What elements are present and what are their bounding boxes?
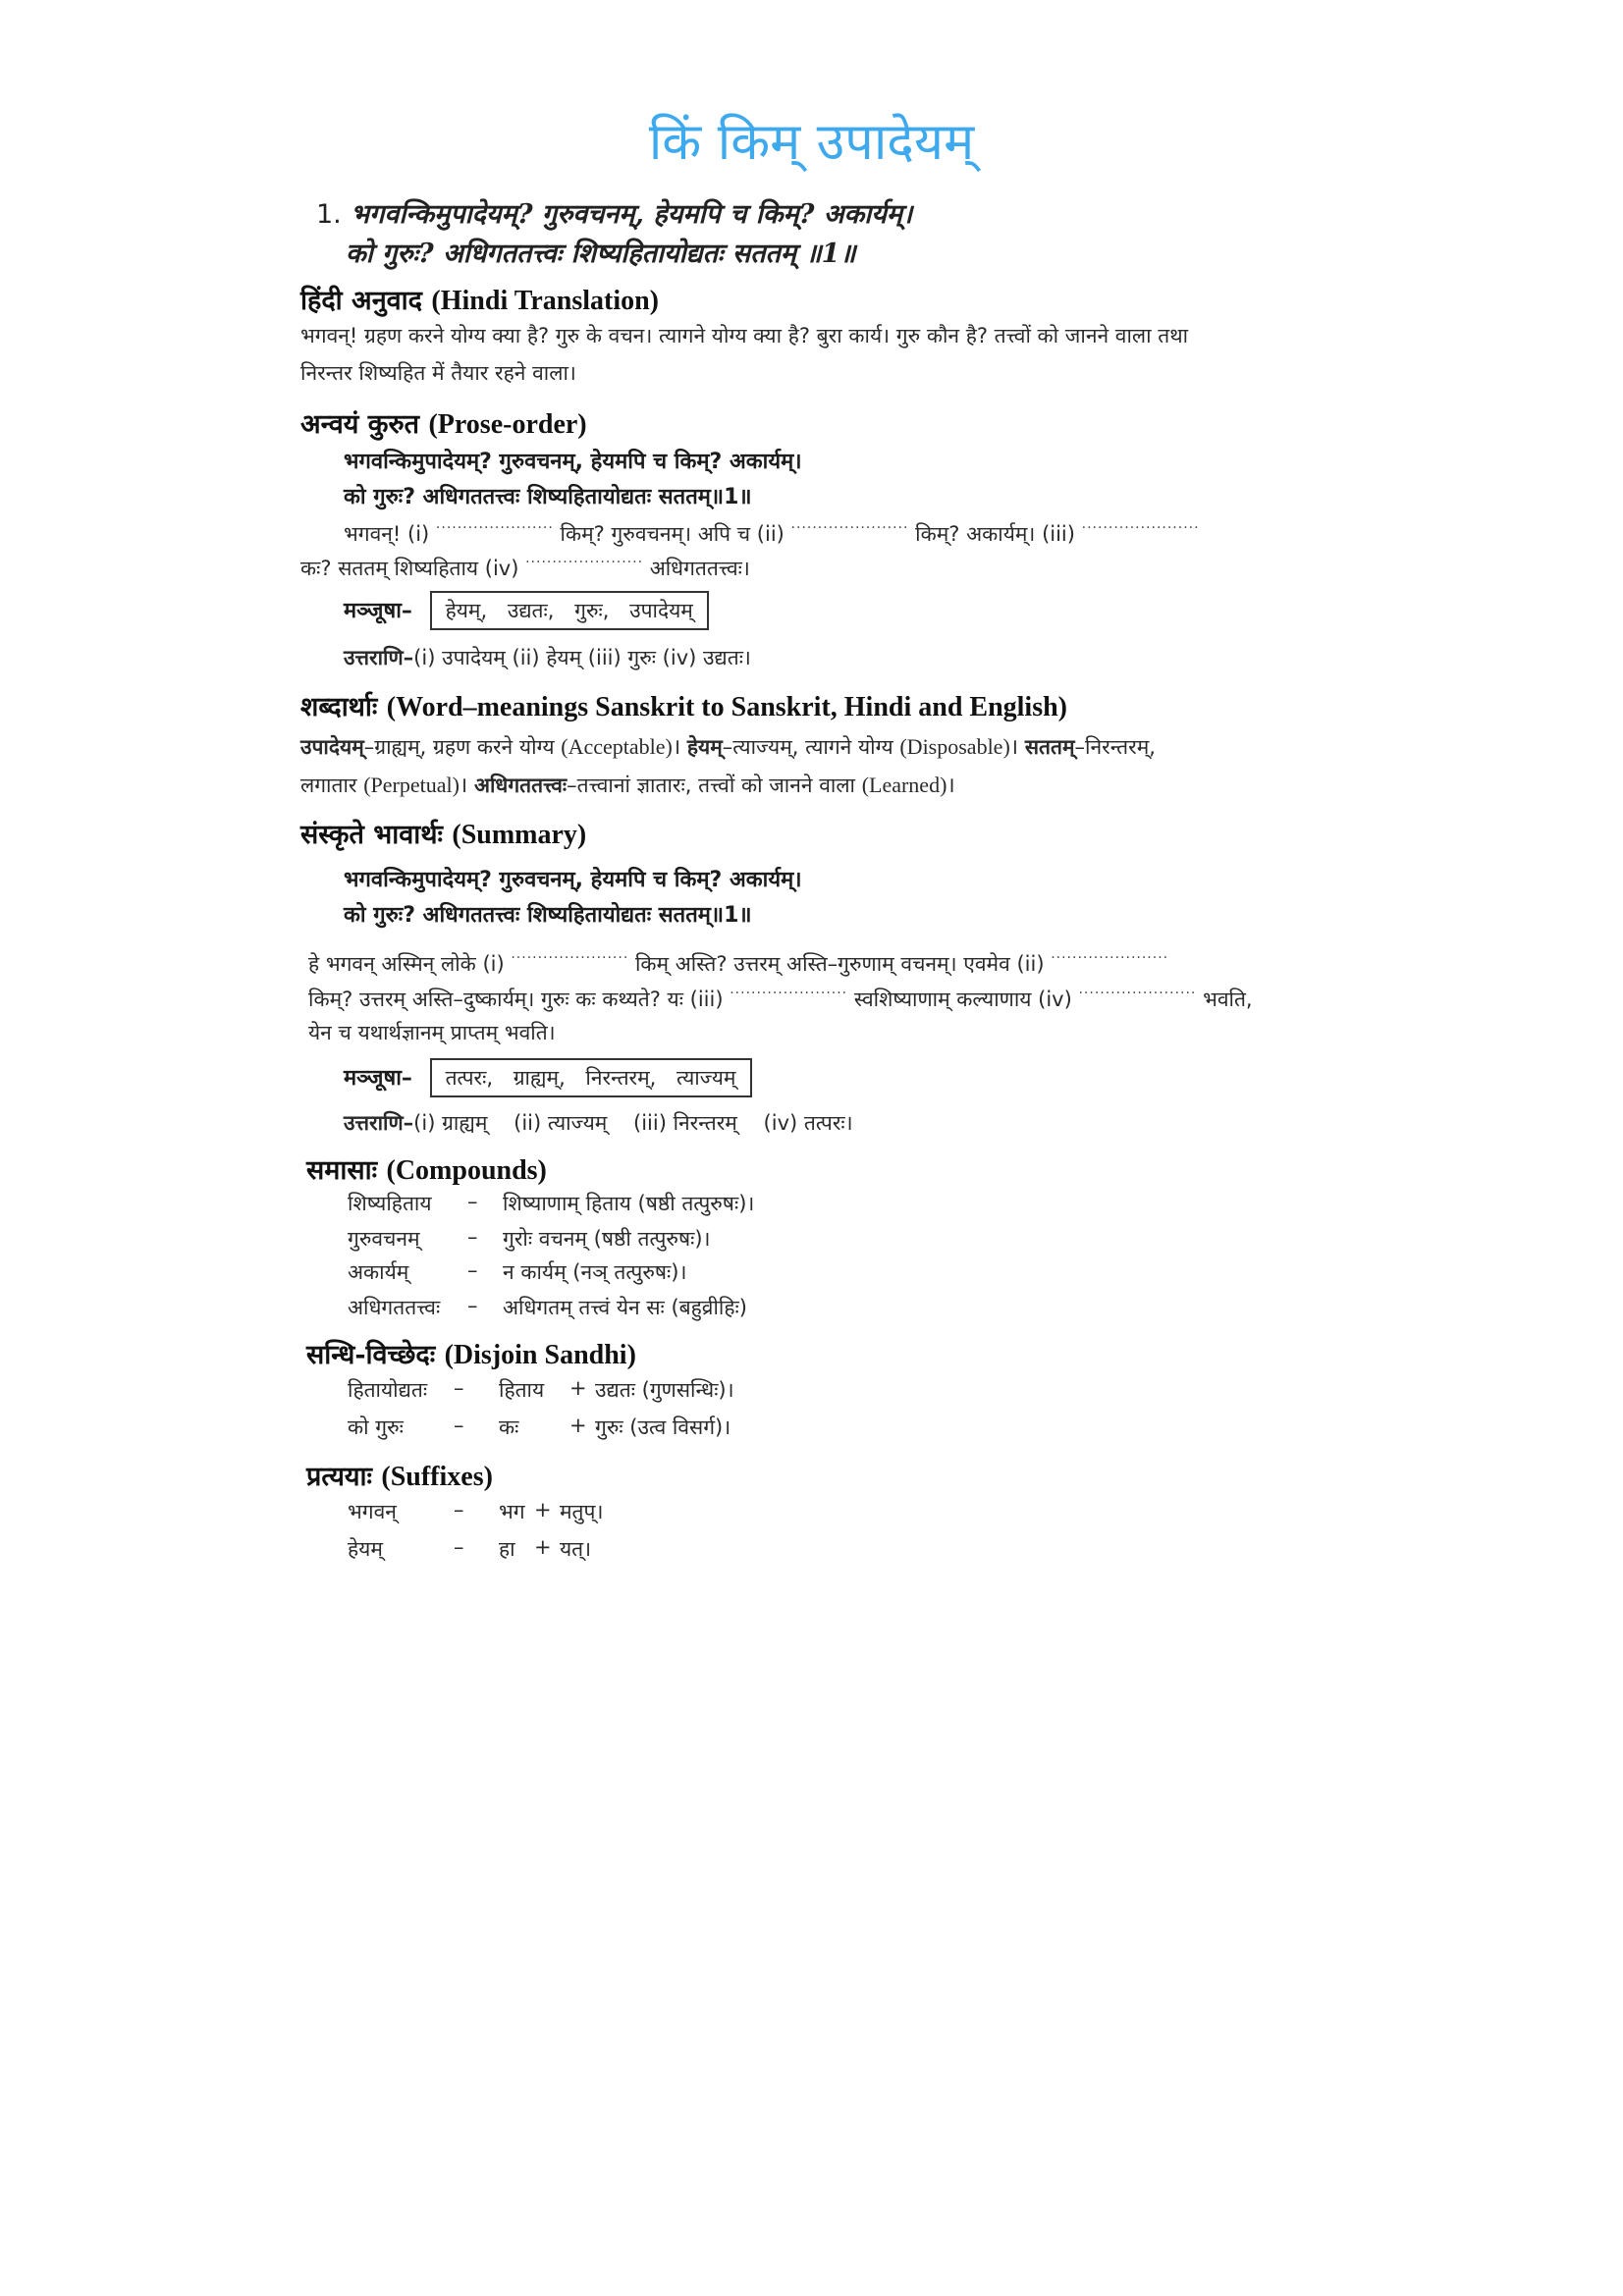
word: उपादेयम् [300, 735, 364, 759]
compounds-table [348, 1190, 754, 1329]
verse-text-1: भगवन्किमुपादेयम्? गुरुवचनम्, हेयमपि च किम्? अकार्यम्। [351, 199, 913, 230]
sandhi-row [348, 1376, 734, 1414]
prose-verse-line-2: को गुरुः? अधिगततत्त्वः शिष्यहितायोद्यतः सततम्॥1॥ [344, 485, 752, 509]
blank-ii-label: किम् अस्ति? उत्तरम् अस्ति–गुरुणाम् वचनम्। एवमेव (ii) [634, 952, 1045, 976]
exercise-tail: भवति, [1203, 988, 1253, 1011]
prose-exercise-line-1 [344, 520, 1200, 548]
blank-iii[interactable]: ······················ [1081, 520, 1200, 536]
compound-word: शिष्यहिताय [348, 1192, 432, 1215]
compound-expansion: न कार्यम् (नञ् तत्पुरुषः)। [503, 1260, 687, 1284]
exercise-tail: अधिगततत्त्वः। [649, 557, 750, 580]
dash: – [454, 1498, 464, 1522]
summary-exercise-line-3: येन च यथार्थज्ञानम् प्राप्तम् भवति। [308, 1021, 556, 1044]
compound-row [348, 1258, 754, 1294]
compound-expansion: अधिगतम् तत्त्वं येन सः (बहुव्रीहिः) [503, 1296, 747, 1319]
sandhi-part-b: गुरुः (उत्व विसर्ग)। [595, 1415, 731, 1439]
manjusha-label: मञ्जूषा– [344, 1066, 412, 1091]
dash: – [467, 1258, 478, 1282]
blank-i-label: भगवन्! (i) [344, 522, 430, 546]
heading-en: (Suffixes) [381, 1462, 493, 1492]
dash: – [467, 1190, 478, 1213]
answers-label: उत्तराणि– [344, 646, 414, 669]
meaning: –त्याज्यम्, त्यागने योग्य [722, 735, 893, 759]
prose-verse-line-1: भगवन्किमुपादेयम्? गुरुवचनम्, हेयमपि च किम्? अकार्यम्। [344, 450, 802, 474]
answers-label: उत्तराणि– [344, 1111, 414, 1135]
hindi-translation-line-1: भगवन्! ग्रहण करने योग्य क्या है? गुरु के वचन। त्यागने योग्य क्या है? बुरा कार्य। गुरु कौन है? तत्त्वों को जानने वाला तथा [300, 324, 1189, 347]
heading-en: (Word–meanings Sanskrit to Sanskrit, Hindi and English) [386, 692, 1067, 722]
meaning: –निरन्तरम्, [1074, 735, 1156, 759]
plus: + [534, 1535, 552, 1559]
sandhi-word: को गुरुः [348, 1415, 404, 1439]
compound-row [348, 1190, 754, 1225]
heading-hi: समासाः [306, 1155, 378, 1186]
compound-expansion: गुरोः वचनम् (षष्ठी तत्पुरुषः)। [503, 1227, 711, 1251]
summary-exercise-line-1 [308, 950, 1168, 978]
sandhi-part-b: उद्यतः (गुणसन्धिः)। [595, 1378, 734, 1402]
answers-text: (i) ग्राह्यम् (ii) त्याज्यम् (iii) निरन्तरम् (iv) तत्परः। [413, 1111, 853, 1135]
summary-answers [344, 1109, 853, 1137]
heading-en: (Disjoin Sandhi) [444, 1340, 636, 1370]
compound-row [348, 1225, 754, 1258]
page-title: किं किम् उपादेयम् [648, 112, 975, 172]
sandhi-heading [306, 1335, 636, 1371]
verse-line-1 [316, 194, 912, 231]
compound-word: अधिगततत्त्वः [348, 1296, 441, 1319]
meaning: लगातार [300, 774, 357, 797]
prose-manjusha [344, 591, 709, 630]
suffix-row [348, 1498, 603, 1535]
prose-order-heading [300, 404, 587, 441]
meaning-en: (Disposable)। [899, 734, 1019, 759]
blank-ii[interactable]: ······················ [1051, 950, 1169, 966]
dash: – [454, 1376, 464, 1400]
word-meanings-heading [300, 687, 1067, 723]
suffix-root: हा [499, 1537, 515, 1561]
heading-en: (Hindi Translation) [431, 286, 659, 316]
blank-i[interactable]: ······················ [435, 520, 554, 536]
heading-hi: प्रत्ययाः [306, 1462, 372, 1492]
blank-iii[interactable]: ······················ [730, 986, 848, 1001]
word-meanings-line-1 [300, 731, 1156, 761]
compound-expansion: शिष्याणाम् हिताय (षष्ठी तत्पुरुषः)। [503, 1192, 755, 1215]
sandhi-row [348, 1414, 734, 1451]
blank-iii-label: किम्? अकार्यम्। (iii) [915, 522, 1075, 546]
compound-word: अकार्यम् [348, 1260, 409, 1284]
summary-exercise-line-2 [308, 986, 1253, 1013]
dash: – [454, 1535, 464, 1559]
word: अधिगततत्त्वः [473, 774, 568, 797]
blank-iii-label: किम्? उत्तरम् अस्ति–दुष्कार्यम्। गुरुः कः कथ्यते? यः (iii) [308, 988, 724, 1011]
dash: – [467, 1225, 478, 1249]
heading-en: (Prose-order) [428, 409, 587, 440]
manjusha-word-box: हेयम्, उद्यतः, गुरुः, उपादेयम् [430, 591, 709, 630]
suffix-row [348, 1535, 603, 1573]
suffix-root: भग [499, 1500, 525, 1523]
meaning: –ग्राह्यम्, ग्रहण करने योग्य [363, 735, 555, 759]
word-meanings-line-2 [300, 770, 955, 799]
summary-manjusha [344, 1058, 752, 1097]
sandhi-part-a: कः [499, 1415, 519, 1439]
hindi-translation-heading [300, 281, 659, 317]
word: सततम् [1024, 735, 1075, 759]
manjusha-word-box: तत्परः, ग्राह्यम्, निरन्तरम्, त्याज्यम् [430, 1058, 752, 1097]
summary-verse-line-1: भगवन्किमुपादेयम्? गुरुवचनम्, हेयमपि च किम्? अकार्यम्। [344, 868, 802, 892]
sandhi-table [348, 1376, 734, 1451]
compound-row [348, 1294, 754, 1329]
summary-verse-line-2: को गुरुः? अधिगततत्त्वः शिष्यहितायोद्यतः सततम्॥1॥ [344, 903, 752, 928]
blank-i-label: हे भगवन् अस्मिन् लोके (i) [308, 952, 505, 976]
heading-en: (Compounds) [386, 1155, 547, 1186]
meaning-en: (Perpetual)। [363, 773, 468, 797]
sandhi-word: हितायोद्यतः [348, 1378, 428, 1402]
plus: + [534, 1498, 552, 1522]
summary-heading [300, 815, 586, 851]
verse-line-2: को गुरुः? अधिगततत्त्वः शिष्यहितायोद्यतः सततम् ॥1॥ [346, 239, 856, 269]
blank-i[interactable]: ······················ [511, 950, 629, 966]
heading-hi: हिंदी अनुवाद [300, 286, 423, 316]
meaning-en: (Learned)। [861, 773, 955, 797]
blank-iv-label: कः? सततम् शिष्यहिताय (iv) [300, 557, 519, 580]
meaning-en: (Acceptable)। [561, 734, 681, 759]
answers-text: (i) उपादेयम् (ii) हेयम् (iii) गुरुः (iv) उद्यतः। [413, 646, 751, 669]
sandhi-part-a: हिताय [499, 1378, 545, 1402]
suffixes-table [348, 1498, 603, 1573]
suffix-name: मतुप्। [560, 1500, 604, 1523]
blank-ii-label: किम्? गुरुवचनम्। अपि च (ii) [560, 522, 784, 546]
plus: + [569, 1376, 587, 1400]
compounds-heading [306, 1150, 547, 1187]
compound-word: गुरुवचनम् [348, 1227, 420, 1251]
blank-iv[interactable]: ······················ [1078, 986, 1197, 1001]
word: हेयम् [686, 735, 723, 759]
suffixes-heading [306, 1457, 493, 1493]
suffix-word: भगवन् [348, 1500, 397, 1523]
suffix-name: यत्। [560, 1537, 592, 1561]
heading-hi: शब्दार्थाः [300, 692, 378, 722]
dash: – [454, 1414, 464, 1437]
blank-ii[interactable]: ······················ [790, 520, 909, 536]
dash: – [467, 1294, 478, 1317]
hindi-translation-line-2: निरन्तर शिष्यहित में तैयार रहने वाला। [300, 361, 576, 385]
blank-iv-label: स्वशिष्याणाम् कल्याणाय (iv) [853, 988, 1072, 1011]
suffix-word: हेयम् [348, 1537, 383, 1561]
prose-answers [344, 644, 751, 671]
plus: + [569, 1414, 587, 1437]
blank-iv[interactable]: ······················ [525, 555, 644, 570]
heading-en: (Summary) [452, 820, 587, 850]
meaning: –तत्त्वानां ज्ञातारः, तत्त्वों को जानने वाला [567, 774, 855, 797]
prose-exercise-line-2 [300, 555, 750, 582]
verse-number: 1. [316, 199, 342, 230]
heading-hi: संस्कृते भावार्थः [300, 820, 443, 850]
manjusha-label: मञ्जूषा– [344, 599, 412, 623]
heading-hi: अन्वयं कुरुत [300, 409, 420, 440]
heading-hi: सन्धि-विच्छेदः [306, 1340, 436, 1370]
